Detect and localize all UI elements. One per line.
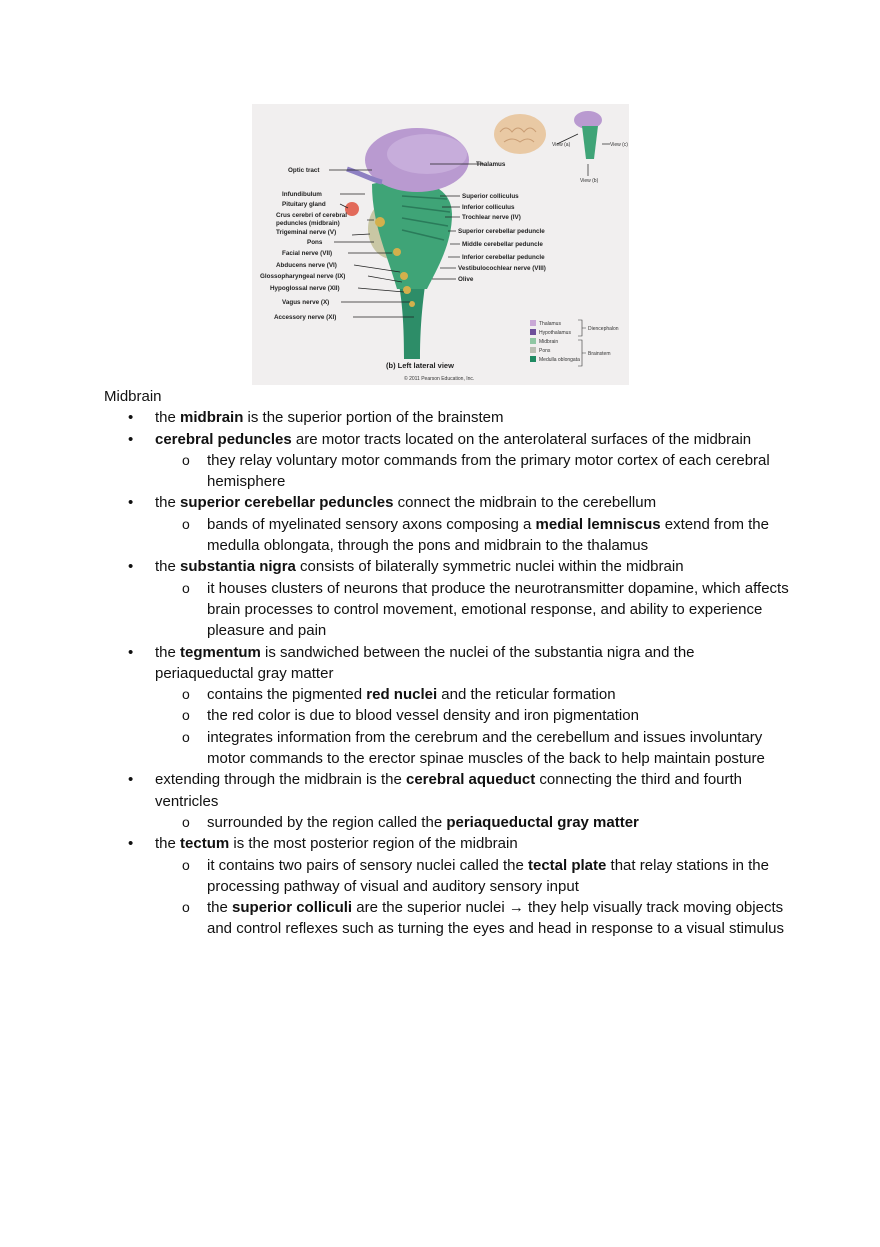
sub-list-item: o the superior colliculi are the superior nuclei → they help visually track moving objects and control reflexes such as turning the eyes and head in response to a visual stimulus [104, 897, 794, 940]
sub-list-item: o it contains two pairs of sensory nuclei called the tectal plate that relay stations in the processing pathway of visual and auditory sensory input [104, 855, 794, 898]
legend-item: Thalamus [539, 321, 561, 327]
list-item: • extending through the midbrain is the cerebral aqueduct connecting the third and fourth ventricles [104, 769, 794, 812]
legend-item: Pons [539, 348, 551, 354]
label-mid-ped: Middle cerebellar peduncle [462, 241, 543, 248]
label-trochlear: Trochlear nerve (IV) [462, 214, 521, 221]
label-crus-1: Crus cerebri of cerebral [276, 212, 348, 219]
figure-legend [530, 320, 619, 366]
label-olive: Olive [458, 276, 474, 283]
label-thalamus: Thalamus [476, 161, 506, 168]
label-vestib: Vestibulocochlear nerve (VIII) [458, 265, 546, 272]
label-optic-tract: Optic tract [288, 167, 320, 174]
legend-item: Medulla oblongata [539, 357, 580, 363]
list-item: • the superior cerebellar peduncles connect the midbrain to the cerebellum [104, 492, 794, 513]
list-item: • the tectum is the most posterior region of the midbrain [104, 833, 794, 854]
label-trigeminal: Trigeminal nerve (V) [276, 229, 337, 236]
legend-group-brainstem: Brainstem [588, 351, 611, 357]
section-heading: Midbrain [104, 388, 162, 405]
arrow-icon: → [508, 899, 524, 917]
sub-list-item: o they relay voluntary motor commands from the primary motor cortex of each cerebral hemisphere [104, 450, 794, 493]
label-infundibulum: Infundibulum [282, 191, 322, 198]
label-sup-ped: Superior cerebellar peduncle [458, 228, 545, 235]
inset-brain [494, 111, 628, 184]
label-pons: Pons [307, 239, 323, 246]
inset-view-a: View (a) [552, 142, 571, 148]
sub-list-item: o bands of myelinated sensory axons composing a medial lemniscus extend from the medulla oblongata, through the pons and midbrain to the thalamus [104, 514, 794, 557]
label-abducens: Abducens nerve (VI) [276, 262, 337, 269]
brainstem-diagram [252, 104, 629, 385]
list-item: • the midbrain is the superior portion of the brainstem [104, 407, 794, 428]
figure-caption: (b) Left lateral view [386, 361, 454, 370]
inset-view-c: View (c) [610, 142, 628, 148]
sub-list-item: o surrounded by the region called the periaqueductal gray matter [104, 812, 794, 833]
list-item: • the tegmentum is sandwiched between the nuclei of the substantia nigra and the periaqueductal gray matter [104, 642, 794, 685]
pituitary-shape [345, 202, 359, 216]
label-vagus: Vagus nerve (X) [282, 299, 330, 306]
list-item: • cerebral peduncles are motor tracts located on the anterolateral surfaces of the midbrain [104, 429, 794, 450]
label-crus-2: peduncles (midbrain) [276, 220, 340, 227]
label-facial: Facial nerve (VII) [282, 250, 333, 257]
notes-section [104, 386, 794, 940]
label-inf-ped: Inferior cerebellar peduncle [462, 254, 545, 261]
label-pituitary: Pituitary gland [282, 201, 326, 208]
figure-copyright: © 2011 Pearson Education, Inc. [404, 376, 475, 382]
label-hypoglossal: Hypoglossal nerve (XII) [270, 285, 340, 292]
label-glosso: Glossopharyngeal nerve (IX) [260, 273, 346, 280]
sub-list-item: o integrates information from the cerebrum and the cerebellum and issues involuntary motor commands to the erector spinae muscles of the back to help maintain posture [104, 727, 794, 770]
label-sup-coll: Superior colliculus [462, 193, 519, 200]
sub-list-item: o it houses clusters of neurons that produce the neurotransmitter dopamine, which affects brain processes to control movement, emotional response, and ability to experience pleasure and pain [104, 578, 794, 642]
legend-group-diencephalon: Diencephalon [588, 326, 619, 332]
legend-item: Midbrain [539, 339, 559, 345]
inset-view-b: View (b) [580, 178, 599, 184]
label-inf-coll: Inferior colliculus [462, 204, 515, 211]
sub-list-item: o the red color is due to blood vessel density and iron pigmentation [104, 705, 794, 726]
bullet-list [104, 407, 794, 939]
list-item: • the substantia nigra consists of bilaterally symmetric nuclei within the midbrain [104, 556, 794, 577]
brainstem-figure [252, 104, 629, 385]
sub-list-item: o contains the pigmented red nuclei and the reticular formation [104, 684, 794, 705]
label-accessory: Accessory nerve (XI) [274, 314, 337, 321]
legend-item: Hypothalamus [539, 330, 571, 336]
